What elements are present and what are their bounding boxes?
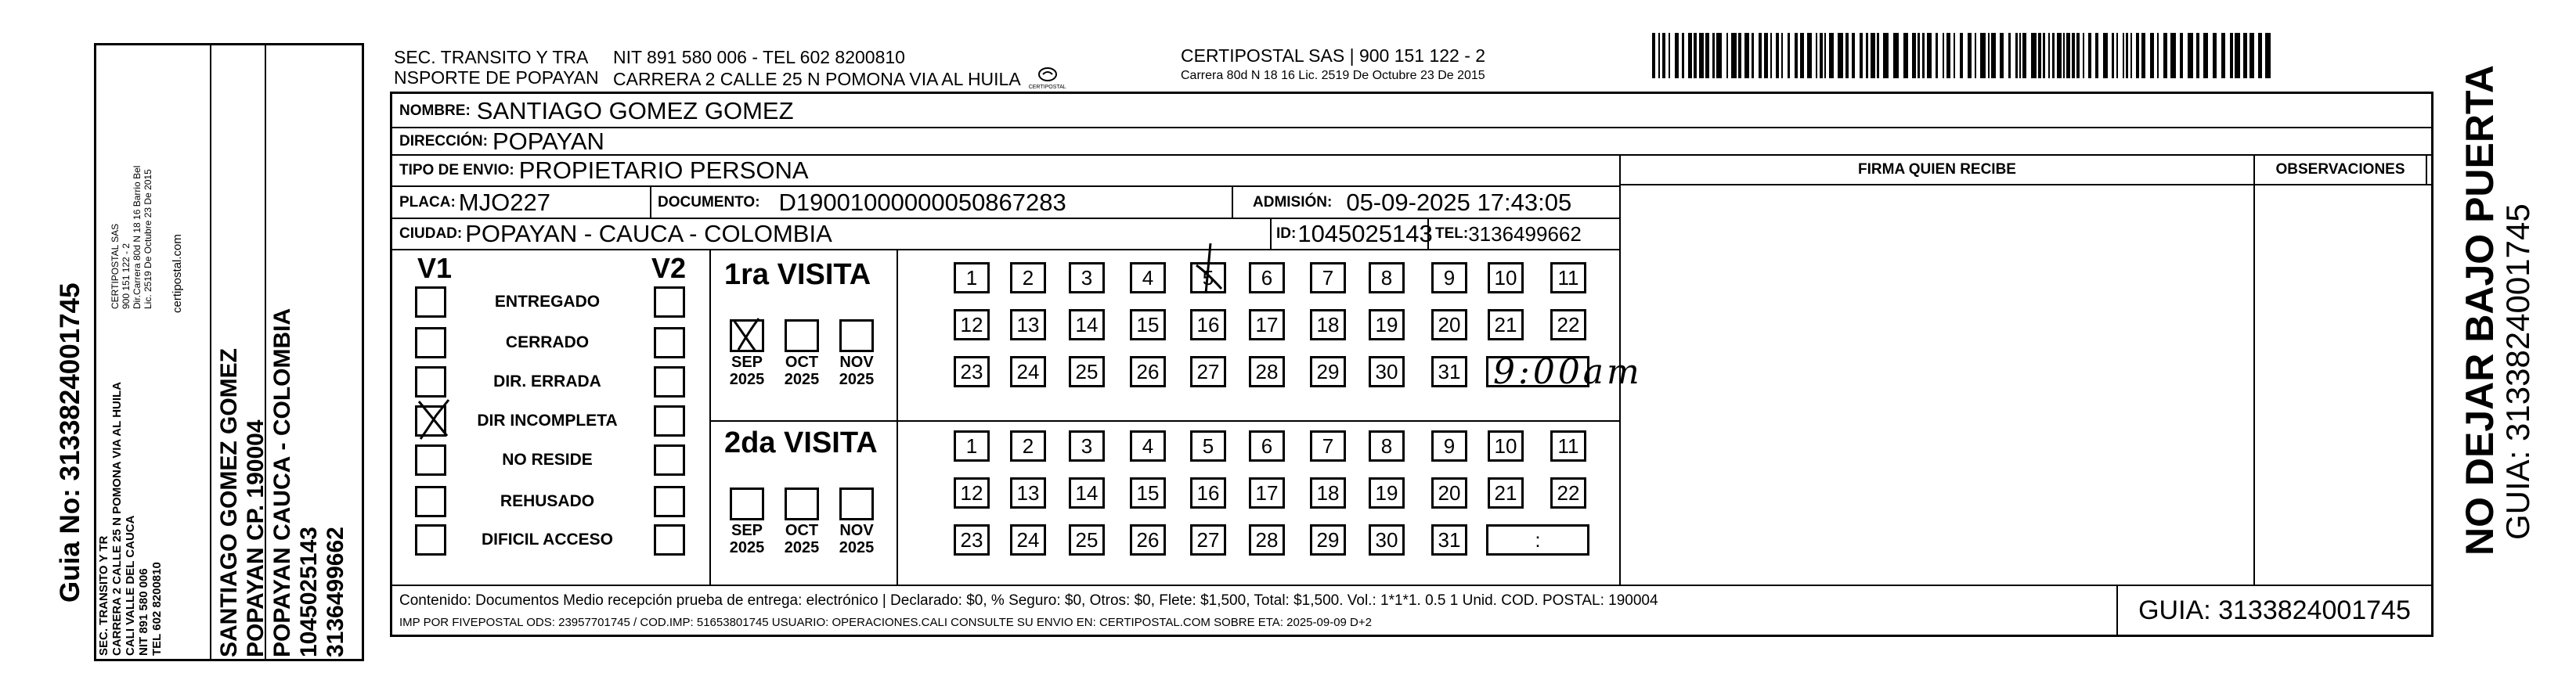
status-option-label: CERRADO bbox=[505, 333, 590, 351]
day-box[interactable]: 24 bbox=[1010, 524, 1046, 556]
day-box[interactable]: 30 bbox=[1369, 356, 1405, 387]
nombre-label: NOMBRE: bbox=[399, 103, 471, 119]
sender-line-1: SEC. TRANSITO Y TRA bbox=[394, 47, 589, 67]
visit-title: 1ra VISITA bbox=[724, 258, 871, 291]
day-box[interactable]: 12 bbox=[954, 477, 990, 509]
direccion-label: DIRECCIÓN: bbox=[399, 133, 488, 149]
month-year: 2025 bbox=[839, 539, 875, 556]
v1-checkbox[interactable] bbox=[415, 327, 446, 358]
v2-header: V2 bbox=[651, 252, 687, 284]
sender-nit-block bbox=[613, 47, 1066, 91]
imp-text: IMP POR FIVEPOSTAL ODS: 23957701745 / COD.IMP: 51653801745 USUARIO: OPERACIONES.CALI CONSULTE SU ENVIO EN: CERTIPOSTAL.COM SOBRE ETA: 2025-09-09 D+2 bbox=[399, 616, 1372, 629]
month-name: OCT bbox=[785, 522, 819, 539]
stub-sender-line: CALI VALLE DEL CAUCA bbox=[124, 515, 137, 656]
stub-courier-line: Lic. 2519 De Octubre 23 De 2015 bbox=[143, 169, 153, 309]
day-box[interactable]: 19 bbox=[1369, 309, 1405, 340]
stub-recipient-block bbox=[216, 308, 349, 657]
observaciones-header bbox=[2255, 156, 2426, 184]
day-box[interactable]: 22 bbox=[1550, 477, 1586, 509]
day-box[interactable]: 29 bbox=[1310, 524, 1346, 556]
stub-sender-block bbox=[97, 382, 164, 656]
time-box[interactable] bbox=[1486, 352, 1643, 392]
day-box[interactable]: 14 bbox=[1069, 309, 1105, 340]
nombre-row bbox=[399, 95, 794, 127]
stub-courier-line: CERTIPOSTAL SAS bbox=[110, 223, 121, 309]
documento-label: DOCUMENTO: bbox=[658, 193, 760, 210]
status-option-label: DIR INCOMPLETA bbox=[477, 412, 618, 430]
day-box[interactable]: 29 bbox=[1310, 356, 1346, 387]
firma-label: FIRMA QUIEN RECIBE bbox=[1858, 161, 2016, 178]
stub-courier-line: 900 151 122 - 2 bbox=[121, 243, 132, 309]
guia-box bbox=[2118, 586, 2431, 635]
courier-logo-text: CERTIPOSTAL bbox=[1028, 85, 1066, 90]
day-box[interactable]: 16 bbox=[1190, 309, 1226, 340]
day-box[interactable]: 18 bbox=[1310, 477, 1346, 509]
v2-checkbox[interactable] bbox=[654, 286, 685, 318]
time-value: 9:00am bbox=[1493, 352, 1643, 392]
v2-checkbox[interactable] bbox=[654, 486, 685, 517]
day-box[interactable]: 20 bbox=[1431, 477, 1467, 509]
stub-sender-line: SEC. TRANSITO Y TR bbox=[97, 535, 110, 656]
day-box[interactable]: 25 bbox=[1069, 356, 1105, 387]
day-box[interactable]: 6 bbox=[1249, 430, 1285, 462]
day-box[interactable]: 9 bbox=[1431, 430, 1467, 462]
day-box-marked[interactable]: 5 bbox=[1190, 262, 1226, 293]
status-option-label: DIR. ERRADA bbox=[493, 372, 601, 390]
tel-label: TEL: bbox=[1435, 225, 1469, 242]
day-box[interactable]: 1 bbox=[954, 430, 990, 462]
placa-value: MJO227 bbox=[458, 188, 550, 216]
day-box[interactable]: 10 bbox=[1488, 262, 1524, 293]
nit-line: NIT 891 580 006 - TEL 602 8200810 bbox=[613, 47, 905, 67]
status-option-label: NO RESIDE bbox=[502, 451, 593, 469]
placa-cell bbox=[399, 187, 550, 218]
tipo-envio-label: TIPO DE ENVIO: bbox=[399, 162, 514, 178]
time-box[interactable] bbox=[1486, 524, 1589, 556]
tel-value: 3136499662 bbox=[1468, 221, 1582, 246]
sender-header bbox=[394, 47, 599, 88]
direccion-value: POPAYAN bbox=[492, 128, 604, 155]
month-year: 2025 bbox=[784, 371, 820, 388]
admision-label: ADMISIÓN: bbox=[1253, 193, 1333, 210]
day-box[interactable]: 27 bbox=[1190, 524, 1226, 556]
month-checkbox[interactable] bbox=[839, 488, 874, 520]
month-checkbox[interactable] bbox=[785, 319, 819, 352]
day-box[interactable]: 15 bbox=[1130, 477, 1166, 509]
day-box[interactable]: 13 bbox=[1010, 309, 1046, 340]
day-box[interactable]: 23 bbox=[954, 356, 990, 387]
barcode bbox=[1652, 33, 2278, 78]
courier-logo-icon bbox=[1029, 67, 1066, 91]
month-checkbox-marked[interactable] bbox=[730, 319, 764, 352]
v2-checkbox[interactable] bbox=[654, 444, 685, 476]
direccion-row bbox=[399, 128, 604, 155]
documento-cell bbox=[658, 187, 1066, 218]
v2-checkbox[interactable] bbox=[654, 327, 685, 358]
day-mark-icon bbox=[1187, 242, 1231, 300]
day-box[interactable]: 1 bbox=[954, 262, 990, 293]
stub-courier-web: certipostal.com bbox=[171, 234, 184, 313]
day-box[interactable]: 31 bbox=[1431, 356, 1467, 387]
day-box[interactable]: 7 bbox=[1310, 262, 1346, 293]
month-label bbox=[778, 522, 825, 556]
placa-label: PLACA: bbox=[399, 193, 456, 210]
month-year: 2025 bbox=[784, 539, 820, 556]
id-label: ID: bbox=[1276, 225, 1297, 242]
v1-checkbox[interactable] bbox=[415, 444, 446, 476]
day-box[interactable]: 23 bbox=[954, 524, 990, 556]
day-box[interactable]: 3 bbox=[1069, 262, 1105, 293]
day-box[interactable]: 12 bbox=[954, 309, 990, 340]
day-box[interactable]: 21 bbox=[1488, 477, 1524, 509]
month-year: 2025 bbox=[729, 371, 765, 388]
stub-recipient-line: 3136499662 bbox=[323, 527, 348, 657]
tipo-envio-row bbox=[399, 156, 809, 185]
month-name: NOV bbox=[839, 522, 874, 539]
day-box[interactable]: 28 bbox=[1249, 524, 1285, 556]
stub-sender-line: CARRERA 2 CALLE 25 N POMONA VIA AL HUILA bbox=[110, 381, 124, 656]
id-value: 1045025143 bbox=[1297, 220, 1433, 247]
day-box[interactable]: 13 bbox=[1010, 477, 1046, 509]
day-box[interactable]: 16 bbox=[1190, 477, 1226, 509]
v1-checkbox[interactable] bbox=[415, 286, 446, 318]
month-name: SEP bbox=[731, 354, 763, 371]
sender-line-2: NSPORTE DE POPAYAN bbox=[394, 67, 599, 88]
no-dejar-label: NO DEJAR BAJO PUERTA bbox=[2458, 65, 2502, 556]
day-box[interactable]: 2 bbox=[1010, 430, 1046, 462]
day-box[interactable]: 15 bbox=[1130, 309, 1166, 340]
day-box[interactable]: 8 bbox=[1369, 430, 1405, 462]
day-box[interactable]: 2 bbox=[1010, 262, 1046, 293]
v1-checkbox[interactable] bbox=[415, 486, 446, 517]
day-box[interactable]: 30 bbox=[1369, 524, 1405, 556]
right-guia-label: GUIA: 3133824001745 bbox=[2499, 203, 2536, 540]
day-box[interactable]: 22 bbox=[1550, 309, 1586, 340]
day-box[interactable]: 11 bbox=[1550, 430, 1586, 462]
stub-sender-line: TEL 602 8200810 bbox=[150, 562, 164, 656]
tel-cell bbox=[1435, 219, 1582, 249]
stub-recipient-line: 1045025143 bbox=[296, 527, 322, 657]
stub-recipient-line: POPAYAN CAUCA - COLOMBIA bbox=[269, 308, 295, 657]
v1-checkbox-marked[interactable] bbox=[415, 405, 446, 437]
status-option-label: ENTREGADO bbox=[494, 293, 601, 311]
time-value: : bbox=[1535, 527, 1541, 552]
day-box[interactable]: 10 bbox=[1488, 430, 1524, 462]
v1-checkbox[interactable] bbox=[415, 366, 446, 398]
stub-courier-block bbox=[110, 166, 153, 309]
day-box[interactable]: 8 bbox=[1369, 262, 1405, 293]
day-box[interactable]: 27 bbox=[1190, 356, 1226, 387]
month-year: 2025 bbox=[729, 539, 765, 556]
month-label bbox=[723, 354, 770, 388]
day-box[interactable]: 11 bbox=[1550, 262, 1586, 293]
address-line: CARRERA 2 CALLE 25 N POMONA VIA AL HUILA bbox=[613, 69, 1021, 89]
day-box[interactable]: 26 bbox=[1130, 356, 1166, 387]
day-box[interactable]: 5 bbox=[1190, 430, 1226, 462]
stub-recipient-line: SANTIAGO GOMEZ GOMEZ bbox=[216, 348, 242, 657]
v2-checkbox[interactable] bbox=[654, 405, 685, 437]
day-box[interactable]: 20 bbox=[1431, 309, 1467, 340]
day-box[interactable]: 26 bbox=[1130, 524, 1166, 556]
day-box[interactable]: 9 bbox=[1431, 262, 1467, 293]
day-box[interactable]: 18 bbox=[1310, 309, 1346, 340]
tipo-envio-value: PROPIETARIO PERSONA bbox=[518, 157, 809, 184]
day-box[interactable]: 6 bbox=[1249, 262, 1285, 293]
id-cell bbox=[1276, 219, 1433, 249]
day-box[interactable]: 21 bbox=[1488, 309, 1524, 340]
month-label bbox=[723, 522, 770, 556]
v2-checkbox[interactable] bbox=[654, 366, 685, 398]
v2-checkbox[interactable] bbox=[654, 524, 685, 556]
status-option-label: DIFICIL ACCESO bbox=[481, 531, 613, 549]
contenido-text: Contenido: Documentos Medio recepción prueba de entrega: electrónico | Declarado: $0, % Seguro: $0, Otros: $0, Flete: $1,500, Total: $1,500. Vol.: 1*1*1. 0.5 1 Unid. COD. POSTAL: 190004 bbox=[399, 592, 1658, 609]
month-name: NOV bbox=[839, 354, 874, 371]
observaciones-label: OBSERVACIONES bbox=[2275, 161, 2405, 178]
documento-value: D19001000000050867283 bbox=[778, 188, 1066, 216]
day-box[interactable]: 3 bbox=[1069, 430, 1105, 462]
visit-title: 2da VISITA bbox=[724, 426, 878, 459]
month-checkbox[interactable] bbox=[785, 488, 819, 520]
stub-recipient-line: POPAYAN CP. 190004 bbox=[243, 419, 269, 657]
stub-courier-line: Dir.Carrera 80d N 18 16 Barrio Bel bbox=[132, 165, 143, 309]
courier-line-1: CERTIPOSTAL SAS | 900 151 122 - 2 bbox=[1181, 45, 1486, 66]
month-label bbox=[833, 354, 880, 388]
day-box[interactable]: 19 bbox=[1369, 477, 1405, 509]
admision-cell bbox=[1253, 187, 1571, 218]
nombre-value: SANTIAGO GOMEZ GOMEZ bbox=[476, 97, 794, 124]
stub-sender-line: NIT 891 580 006 bbox=[137, 568, 150, 656]
day-box[interactable]: 14 bbox=[1069, 477, 1105, 509]
day-box[interactable]: 17 bbox=[1249, 477, 1285, 509]
guia-box-value: GUIA: 3133824001745 bbox=[2138, 595, 2411, 625]
ciudad-label: CIUDAD: bbox=[399, 225, 463, 242]
status-option-label: REHUSADO bbox=[500, 492, 595, 510]
month-checkbox[interactable] bbox=[839, 319, 874, 352]
day-box[interactable]: 31 bbox=[1431, 524, 1467, 556]
month-label bbox=[778, 354, 825, 388]
firma-header bbox=[1621, 156, 2253, 184]
admision-value: 05-09-2025 17:43:05 bbox=[1346, 188, 1572, 216]
month-name: SEP bbox=[731, 522, 763, 539]
day-box[interactable]: 7 bbox=[1310, 430, 1346, 462]
guia-vertical-label: Guia No: 3133824001745 bbox=[55, 282, 85, 603]
month-label bbox=[833, 522, 880, 556]
month-year: 2025 bbox=[839, 371, 875, 388]
v1-checkbox[interactable] bbox=[415, 524, 446, 556]
ciudad-cell bbox=[399, 219, 832, 249]
month-checkbox[interactable] bbox=[730, 488, 764, 520]
day-box[interactable]: 25 bbox=[1069, 524, 1105, 556]
month-name: OCT bbox=[785, 354, 819, 371]
day-box[interactable]: 24 bbox=[1010, 356, 1046, 387]
courier-header bbox=[1181, 45, 1485, 83]
courier-line-2: Carrera 80d N 18 16 Lic. 2519 De Octubre 23 De 2015 bbox=[1181, 69, 1485, 82]
ciudad-value: POPAYAN - CAUCA - COLOMBIA bbox=[465, 220, 832, 247]
day-box[interactable]: 4 bbox=[1130, 430, 1166, 462]
day-box[interactable]: 17 bbox=[1249, 309, 1285, 340]
v1-header: V1 bbox=[417, 252, 453, 284]
day-box[interactable]: 28 bbox=[1249, 356, 1285, 387]
day-box[interactable]: 4 bbox=[1130, 262, 1166, 293]
